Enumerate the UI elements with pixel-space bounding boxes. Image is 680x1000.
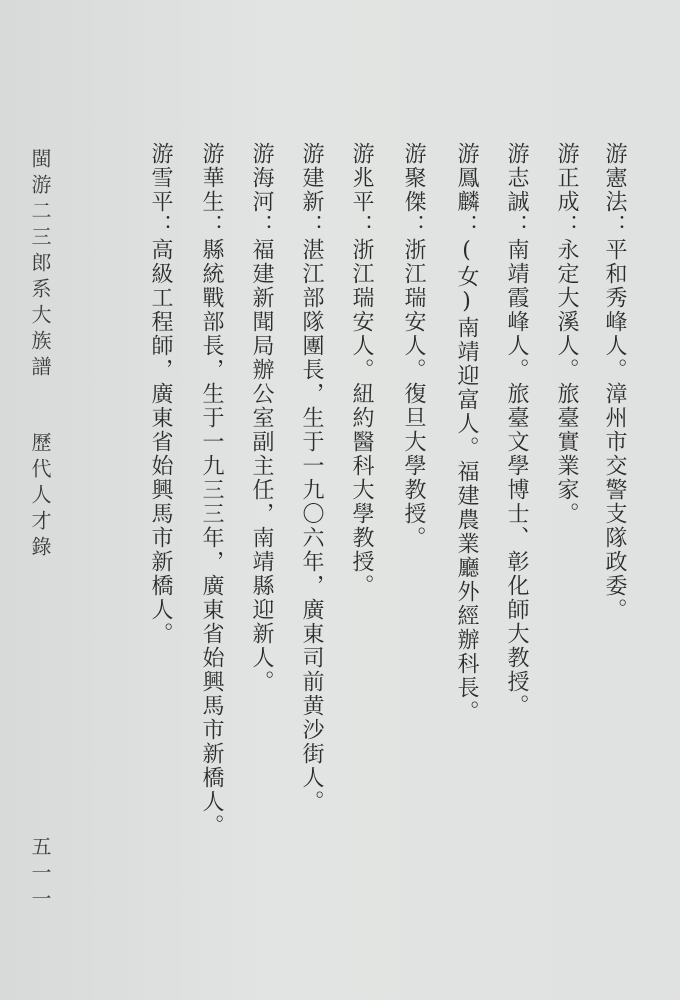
entry-5: 游聚傑：浙江瑞安人。復旦大學教授。: [401, 142, 426, 550]
book-title: 閩游二三郎系大族譜: [28, 148, 52, 382]
entry-9: 游華生：縣統戰部長，生于一九三三年，廣東省始興馬市新橋人。: [199, 142, 224, 838]
entry-4: 游鳳麟：(女)南靖迎富人。福建農業廳外經辦科長。: [454, 142, 479, 724]
section-title: 歷代人才錄: [28, 432, 52, 562]
entry-2: 游正成：永定大溪人。旅臺實業家。: [554, 142, 579, 526]
entry-7: 游建新：湛江部隊團長，生于一九〇六年，廣東司前黄沙街人。: [299, 142, 324, 814]
entry-8: 游海河：福建新聞局辦公室副主任，南靖縣迎新人。: [249, 142, 274, 694]
entry-1: 游憲法：平和秀峰人。漳州市交警支隊政委。: [602, 142, 627, 622]
entry-6: 游兆平：浙江瑞安人。紐約醫科大學教授。: [349, 142, 374, 598]
entry-10: 游雪平：高級工程師，廣東省始興馬市新橋人。: [148, 142, 173, 646]
page-number: 五一一: [28, 836, 52, 914]
entry-3: 游志誠：南靖霞峰人。旅臺文學博士、彰化師大教授。: [504, 142, 529, 718]
